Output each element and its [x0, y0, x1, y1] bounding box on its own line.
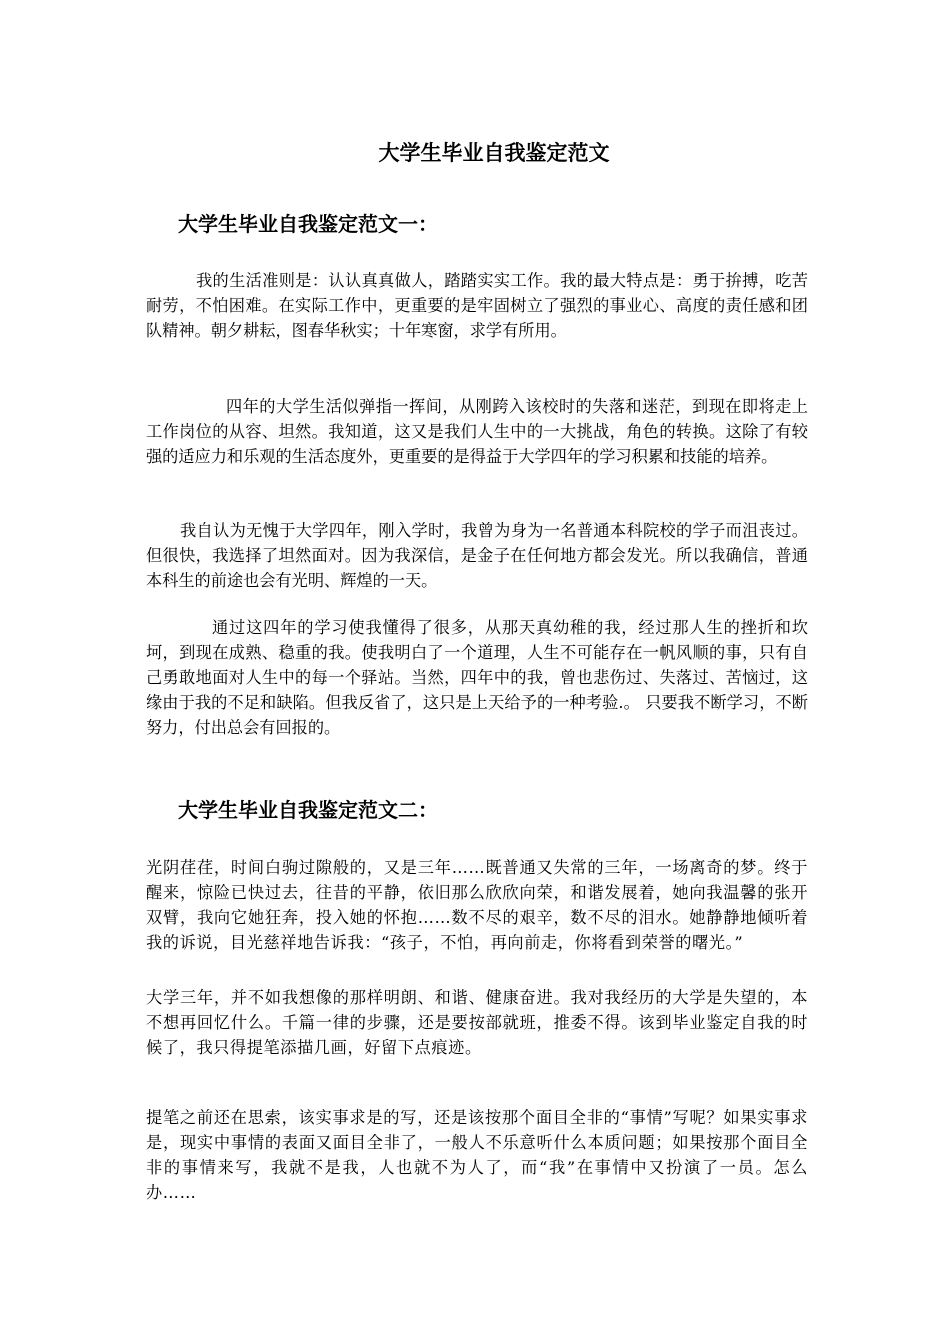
section1-paragraph-2: 四年的大学生活似弹指一挥间，从刚跨入该校时的失落和迷茫，到现在即将走上工作岗位的从容、坦然。我知道，这又是我们人生中的一大挑战，角色的转换。这除了有较强的适应力和乐观的生活态度外，更重要的是得益于大学四年的学习积累和技能的培养。	[146, 397, 808, 466]
section1-paragraph-3: 我自认为无愧于大学四年，刚入学时，我曾为身为一名普通本科院校的学子而沮丧过。但很快，我选择了坦然面对。因为我深信，是金子在任何地方都会发光。所以我确信，普通本科生的前途也会有光明、辉煌的一天。	[146, 521, 808, 590]
section1-heading: 大学生毕业自我鉴定范文一：	[178, 212, 438, 236]
section1-paragraph-4: 通过这四年的学习使我懂得了很多，从那天真幼稚的我，经过那人生的挫折和坎坷，到现在成熟、稳重的我。使我明白了一个道理，人生不可能存在一帆风顺的事，只有自己勇敢地面对人生中的每一个驿站。当然，四年中的我，曾也悲伤过、失落过、苦恼过，这缘由于我的不足和缺陷。但我反省了，这只是上天给予的一种考验.。 只要我不断学习，不断努力，付出总会有回报的。	[146, 618, 808, 737]
section2-heading: 大学生毕业自我鉴定范文二：	[178, 798, 438, 822]
document-title: 大学生毕业自我鉴定范文	[378, 141, 610, 165]
section2-paragraph-3: 提笔之前还在思索，该实事求是的写，还是该按那个面目全非的“事情”写呢？如果实事求是，现实中事情的表面又面目全非了，一般人不乐意听什么本质问题；如果按那个面目全非的事情来写，我就不是我，人也就不为人了，而“我”在事情中又扮演了一员。怎么办……	[146, 1108, 808, 1202]
section2-paragraph-1: 光阴荏荏，时间白驹过隙般的，又是三年……既普通又失常的三年，一场离奇的梦。终于醒来，惊险已快过去，往昔的平静，依旧那么欣欣向荣，和谐发展着，她向我温馨的张开双臂，我向它她狂奔，投入她的怀抱……数不尽的艰辛，数不尽的泪水。她静静地倾听着我的诉说，目光慈祥地告诉我：“孩子，不怕，再向前走，你将看到荣誉的曙光。”	[146, 858, 808, 952]
section1-paragraph-1: 我的生活准则是：认认真真做人，踏踏实实工作。我的最大特点是：勇于拚搏，吃苦耐劳，不怕困难。在实际工作中，更重要的是牢固树立了强烈的事业心、高度的责任感和团队精神。朝夕耕耘，图春华秋实；十年寒窗，求学有所用。	[146, 271, 808, 340]
section2-paragraph-2: 大学三年，并不如我想像的那样明朗、和谐、健康奋进。我对我经历的大学是失望的，本不想再回忆什么。千篇一律的步骤，还是要按部就班，推委不得。该到毕业鉴定自我的时候了，我只得提笔添描几画，好留下点痕迹。	[146, 988, 808, 1057]
